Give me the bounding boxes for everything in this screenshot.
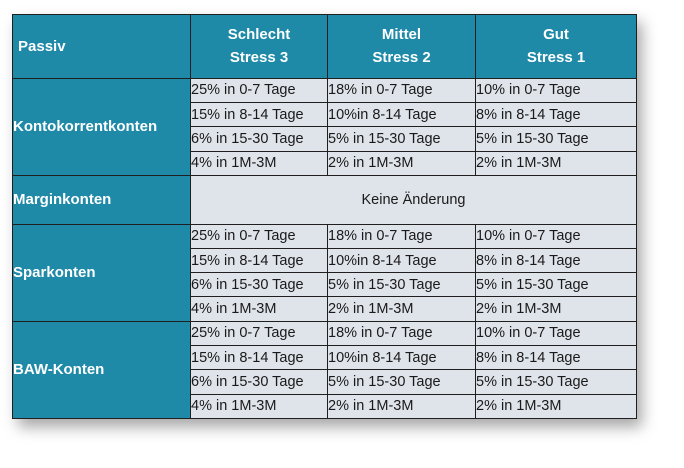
table-cell: 10% in 0-7 Tage xyxy=(476,224,637,248)
table-cell: 2% in 1M-3M xyxy=(476,297,637,321)
header-stress-2 xyxy=(328,15,476,79)
table-row xyxy=(13,224,637,248)
header-corner: Passiv xyxy=(13,15,191,79)
header-row xyxy=(13,15,637,79)
table-cell: 5% in 15-30 Tage xyxy=(328,273,476,297)
table-cell: 18% in 0-7 Tage xyxy=(328,224,476,248)
table-cell: 25% in 0-7 Tage xyxy=(191,321,328,345)
table-cell: 10%in 8-14 Tage xyxy=(328,346,476,370)
table-cell: 10% in 0-7 Tage xyxy=(476,78,637,102)
table-cell: 2% in 1M-3M xyxy=(328,394,476,418)
row-label-sparkonten: Sparkonten xyxy=(13,224,191,321)
table-cell: 6% in 15-30 Tage xyxy=(191,370,328,394)
table-cell: 4% in 1M-3M xyxy=(191,297,328,321)
table-cell: 6% in 15-30 Tage xyxy=(191,273,328,297)
margin-no-change-cell: Keine Änderung xyxy=(191,175,637,224)
table-cell: 8% in 8-14 Tage xyxy=(476,103,637,127)
table-cell: 5% in 15-30 Tage xyxy=(476,273,637,297)
table-cell: 2% in 1M-3M xyxy=(476,394,637,418)
table-cell: 4% in 1M-3M xyxy=(191,394,328,418)
table-row xyxy=(13,175,637,224)
table-cell: 25% in 0-7 Tage xyxy=(191,224,328,248)
table-cell: 25% in 0-7 Tage xyxy=(191,78,328,102)
table-row xyxy=(13,78,637,102)
table-cell: 15% in 8-14 Tage xyxy=(191,103,328,127)
table-cell: 18% in 0-7 Tage xyxy=(328,321,476,345)
table-cell: 10% in 0-7 Tage xyxy=(476,321,637,345)
table-cell: 6% in 15-30 Tage xyxy=(191,127,328,151)
table-cell: 5% in 15-30 Tage xyxy=(476,127,637,151)
header-stress-3-label: Schlecht xyxy=(227,26,291,44)
header-stress-2-level: Stress 2 xyxy=(372,49,431,67)
row-label-kontokorrentkonten: Kontokorrentkonten xyxy=(13,78,191,175)
header-stress-1 xyxy=(476,15,637,79)
table-cell: 5% in 15-30 Tage xyxy=(328,127,476,151)
header-stress-1-level: Stress 1 xyxy=(526,49,586,67)
row-label-baw-konten: BAW-Konten xyxy=(13,321,191,418)
header-stress-3-level: Stress 3 xyxy=(229,49,289,67)
stress-scenario-table xyxy=(12,14,637,419)
table-cell: 10%in 8-14 Tage xyxy=(328,103,476,127)
table-cell: 2% in 1M-3M xyxy=(476,151,637,175)
table-cell: 18% in 0-7 Tage xyxy=(328,78,476,102)
stress-table-frame xyxy=(12,14,636,419)
table-cell: 8% in 8-14 Tage xyxy=(476,346,637,370)
table-row xyxy=(13,321,637,345)
table-cell: 8% in 8-14 Tage xyxy=(476,248,637,272)
header-stress-2-label: Mittel xyxy=(381,26,422,44)
table-cell: 5% in 15-30 Tage xyxy=(328,370,476,394)
header-stress-1-label: Gut xyxy=(543,26,569,44)
row-label-marginkonten: Marginkonten xyxy=(13,175,191,224)
table-cell: 2% in 1M-3M xyxy=(328,151,476,175)
table-cell: 15% in 8-14 Tage xyxy=(191,346,328,370)
header-stress-3 xyxy=(191,15,328,79)
table-cell: 5% in 15-30 Tage xyxy=(476,370,637,394)
table-cell: 15% in 8-14 Tage xyxy=(191,248,328,272)
table-cell: 2% in 1M-3M xyxy=(328,297,476,321)
table-cell: 10%in 8-14 Tage xyxy=(328,248,476,272)
table-cell: 4% in 1M-3M xyxy=(191,151,328,175)
